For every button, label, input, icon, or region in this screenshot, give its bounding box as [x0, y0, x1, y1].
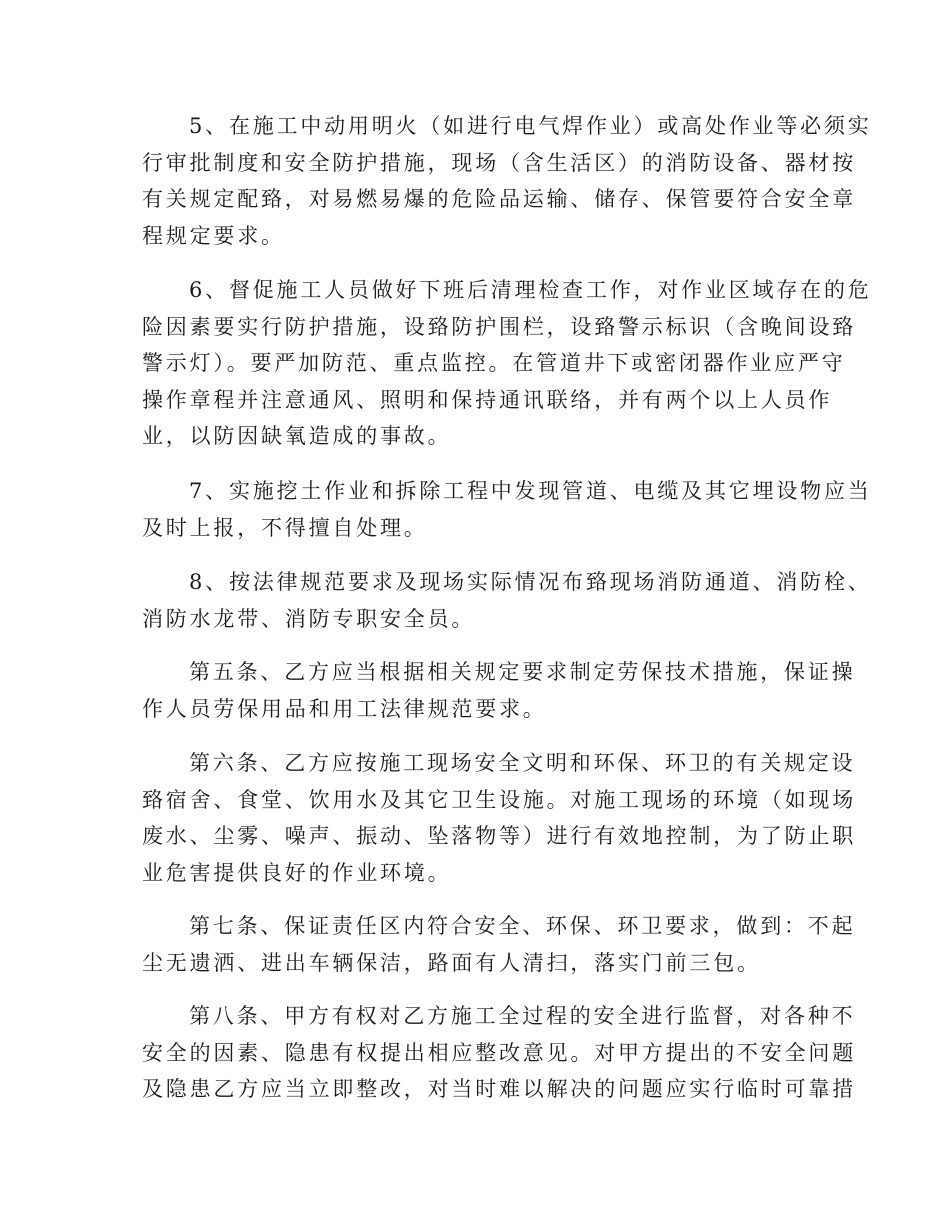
text-line: 程规定要求。	[142, 223, 285, 248]
text-line: 5、在施工中动用明火（如进行电气焊作业）或高处作业等必须实	[189, 114, 872, 138]
text-line: 废水、尘雾、噪声、振动、坠落物等）进行有效地控制，为了防止职	[142, 824, 856, 848]
text-line: 警示灯）。要严加防范、重点监控。在管道井下或密闭器作业应严守	[142, 351, 846, 375]
text-line: 6、督促施工人员做好下班后清理检查工作，对作业区域存在的危	[189, 278, 872, 302]
text-line: 臵宿舍、食堂、饮用水及其它卫生设施。对施工现场的环境（如现场	[142, 787, 856, 812]
paragraph-item-5	[142, 108, 872, 254]
text-line: 8、按法律规范要求及现场实际情况布臵现场消防通道、消防栓、	[189, 570, 872, 594]
text-line: 安全的因素、隐患有权提出相应整改意见。对甲方提出的不安全问题	[142, 1040, 856, 1065]
text-line: 第八条、甲方有权对乙方施工全过程的安全进行监督，对各种不	[189, 1004, 856, 1028]
text-line: 作人员劳保用品和用工法律规范要求。	[142, 696, 547, 721]
text-line: 有关规定配臵，对易燃易爆的危险品运输、储存、保管要符合安全章	[142, 187, 856, 211]
text-line: 消防水龙带、消防专职安全员。	[142, 606, 476, 631]
text-line: 行审批制度和安全防护措施，现场（含生活区）的消防设备、器材按	[142, 150, 856, 175]
text-line: 业危害提供良好的作业环境。	[142, 860, 452, 885]
text-line: 险因素要实行防护措施，设臵防护围栏，设臵警示标识（含晚间设臵	[142, 314, 856, 339]
text-line: 第五条、乙方应当根据相关规定要求制定劳保技术措施，保证操	[189, 660, 856, 684]
article-6	[142, 745, 856, 891]
text-line: 7、实施挖土作业和拆除工程中发现管道、电缆及其它埋设物应当	[189, 479, 872, 503]
article-7	[142, 908, 856, 981]
paragraph-item-8	[142, 564, 872, 637]
text-line: 尘无遗洒、进出车辆保洁，路面有人清扫，落实门前三包。	[142, 950, 761, 975]
text-line: 及时上报，不得擅自处理。	[142, 515, 428, 540]
text-line: 业，以防因缺氧造成的事故。	[142, 424, 452, 448]
paragraph-item-7	[142, 473, 872, 546]
text-line: 操作章程并注意通风、照明和保持通讯联络，并有两个以上人员作	[142, 387, 833, 412]
text-line: 第七条、保证责任区内符合安全、环保、环卫要求，做到：不起	[189, 914, 856, 938]
paragraph-item-6	[142, 272, 872, 455]
article-8	[142, 998, 856, 1108]
text-line: 及隐患乙方应当立即整改，对当时难以解决的问题应实行临时可靠措	[142, 1077, 856, 1101]
article-5	[142, 654, 856, 727]
text-line: 第六条、乙方应按施工现场安全文明和环保、环卫的有关规定设	[189, 751, 856, 775]
